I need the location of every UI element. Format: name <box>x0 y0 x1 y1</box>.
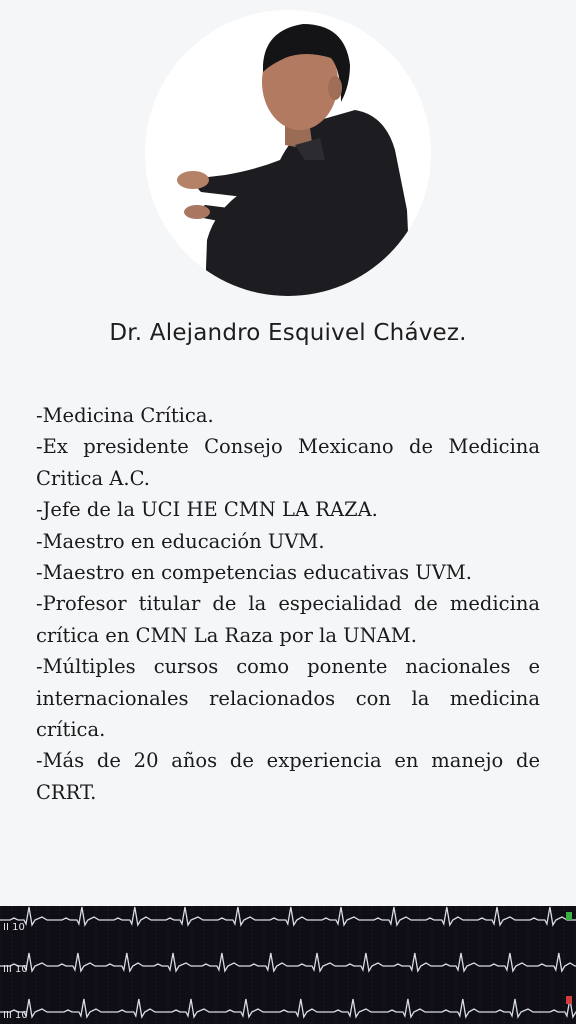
doctor-photo-illustration <box>145 10 431 296</box>
ecg-lead-label: II 10 <box>3 922 25 933</box>
ecg-strip-image <box>0 906 576 1024</box>
ecg-trace-graphic <box>0 906 576 1024</box>
doctor-name: Dr. Alejandro Esquivel Chávez. <box>109 320 467 346</box>
credential-item: -Más de 20 años de experiencia en manejo de CRRT. <box>36 749 540 804</box>
credential-item: -Jefe de la UCI HE CMN LA RAZA. <box>36 498 378 522</box>
ecg-lead-label: III 10 <box>3 964 28 975</box>
ecg-red-marker <box>566 996 572 1004</box>
credentials-list <box>36 400 540 808</box>
ecg-lead-label: III 10 <box>3 1010 28 1021</box>
credential-item: -Profesor titular de la especialidad de medicina crítica en CMN La Raza por la UNAM. <box>36 592 540 647</box>
ecg-trace-lead-1 <box>0 907 576 925</box>
credential-item: -Maestro en competencias educativas UVM. <box>36 561 472 585</box>
doctor-portrait <box>145 10 431 296</box>
credential-item: -Ex presidente Consejo Mexicano de Medicina Critica A.C. <box>36 435 540 490</box>
credential-item: -Múltiples cursos como ponente nacionales e internacionales relacionados con la medicina crítica. <box>36 655 540 742</box>
ecg-green-marker <box>566 912 572 920</box>
credential-item: -Maestro en educación UVM. <box>36 529 325 553</box>
credential-item: -Medicina Crítica. <box>36 404 214 427</box>
